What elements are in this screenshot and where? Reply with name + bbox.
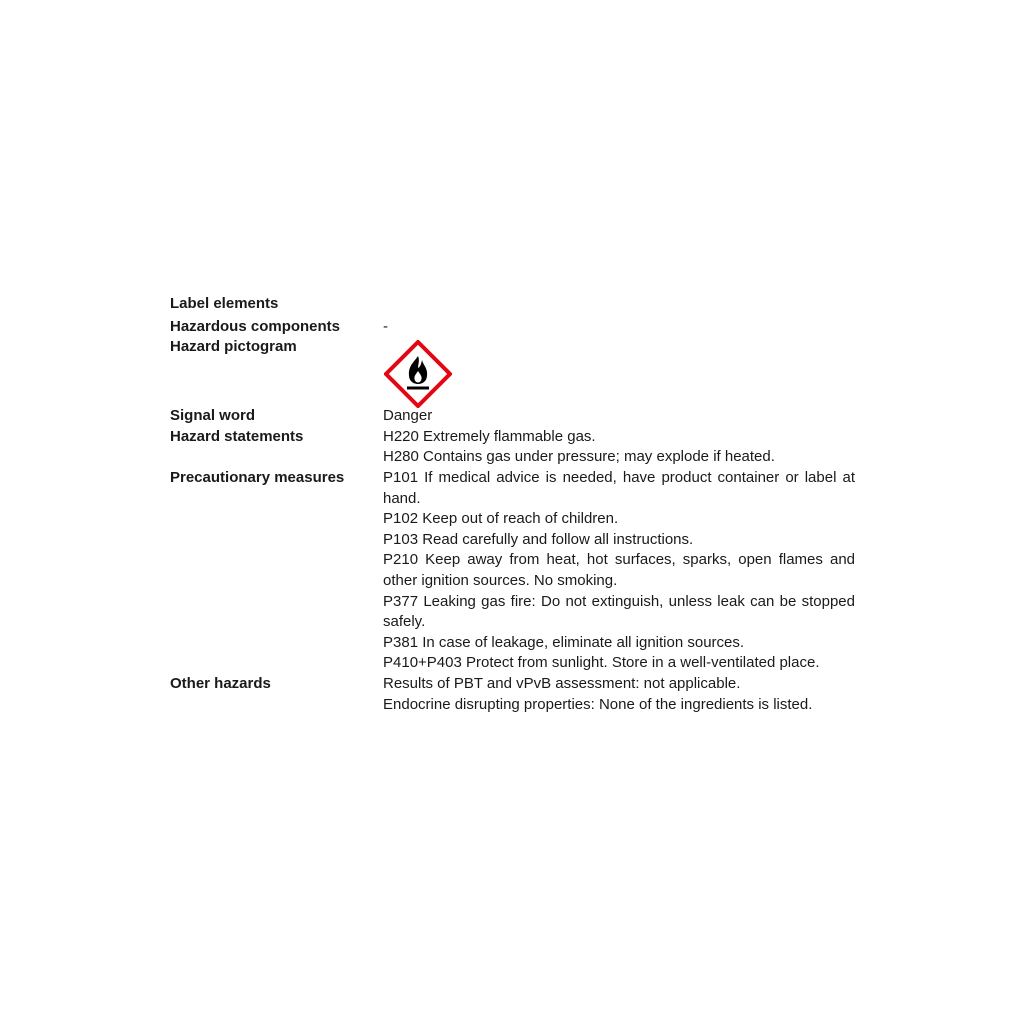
label-elements-section <box>170 294 870 715</box>
section-title-row <box>170 294 870 315</box>
hazard-statement-h220: H220 Extremely flammable gas. <box>383 427 596 445</box>
precaution-p377: P377 Leaking gas fire: Do not extinguish, unless leak can be stopped safely. <box>383 592 855 631</box>
other-hazards-label: Other hazards <box>170 674 271 692</box>
ghs02-flame-icon <box>384 340 452 408</box>
precaution-p103: P103 Read carefully and follow all instructions. <box>383 530 694 548</box>
signal-word-row <box>170 406 870 427</box>
signal-word-value: Danger <box>383 407 433 425</box>
signal-word-label: Signal word <box>170 407 256 425</box>
hazard-pictogram-label: Hazard pictogram <box>170 338 297 356</box>
other-hazard-endocrine: Endocrine disrupting properties: None of the ingredients is listed. <box>383 695 813 713</box>
other-hazards-row <box>170 674 870 715</box>
precaution-p381: P381 In case of leakage, eliminate all ignition sources. <box>383 633 745 651</box>
hazard-statements-label: Hazard statements <box>170 427 304 445</box>
section-title: Label elements <box>170 295 279 312</box>
precaution-p101: P101 If medical advice is needed, have product container or label at hand. <box>383 468 855 507</box>
hazardous-components-row <box>170 317 870 338</box>
hazardous-components-label: Hazardous components <box>170 317 341 335</box>
precaution-p102: P102 Keep out of reach of children. <box>383 510 619 528</box>
hazard-statements-row <box>170 427 870 468</box>
precautionary-measures-row <box>170 468 870 674</box>
other-hazard-pbt: Results of PBT and vPvB assessment: not applicable. <box>383 674 741 692</box>
precaution-p210: P210 Keep away from heat, hot surfaces, sparks, open flames and other ignition sources. No smoking. <box>383 551 855 589</box>
hazard-pictogram-row <box>170 337 870 406</box>
hazardous-components-value: - <box>383 317 388 335</box>
precaution-p410-p403: P410+P403 Protect from sunlight. Store in a well-ventilated place. <box>383 654 820 672</box>
precautionary-measures-label: Precautionary measures <box>170 468 345 486</box>
hazard-statement-h280: H280 Contains gas under pressure; may explode if heated. <box>383 448 775 466</box>
